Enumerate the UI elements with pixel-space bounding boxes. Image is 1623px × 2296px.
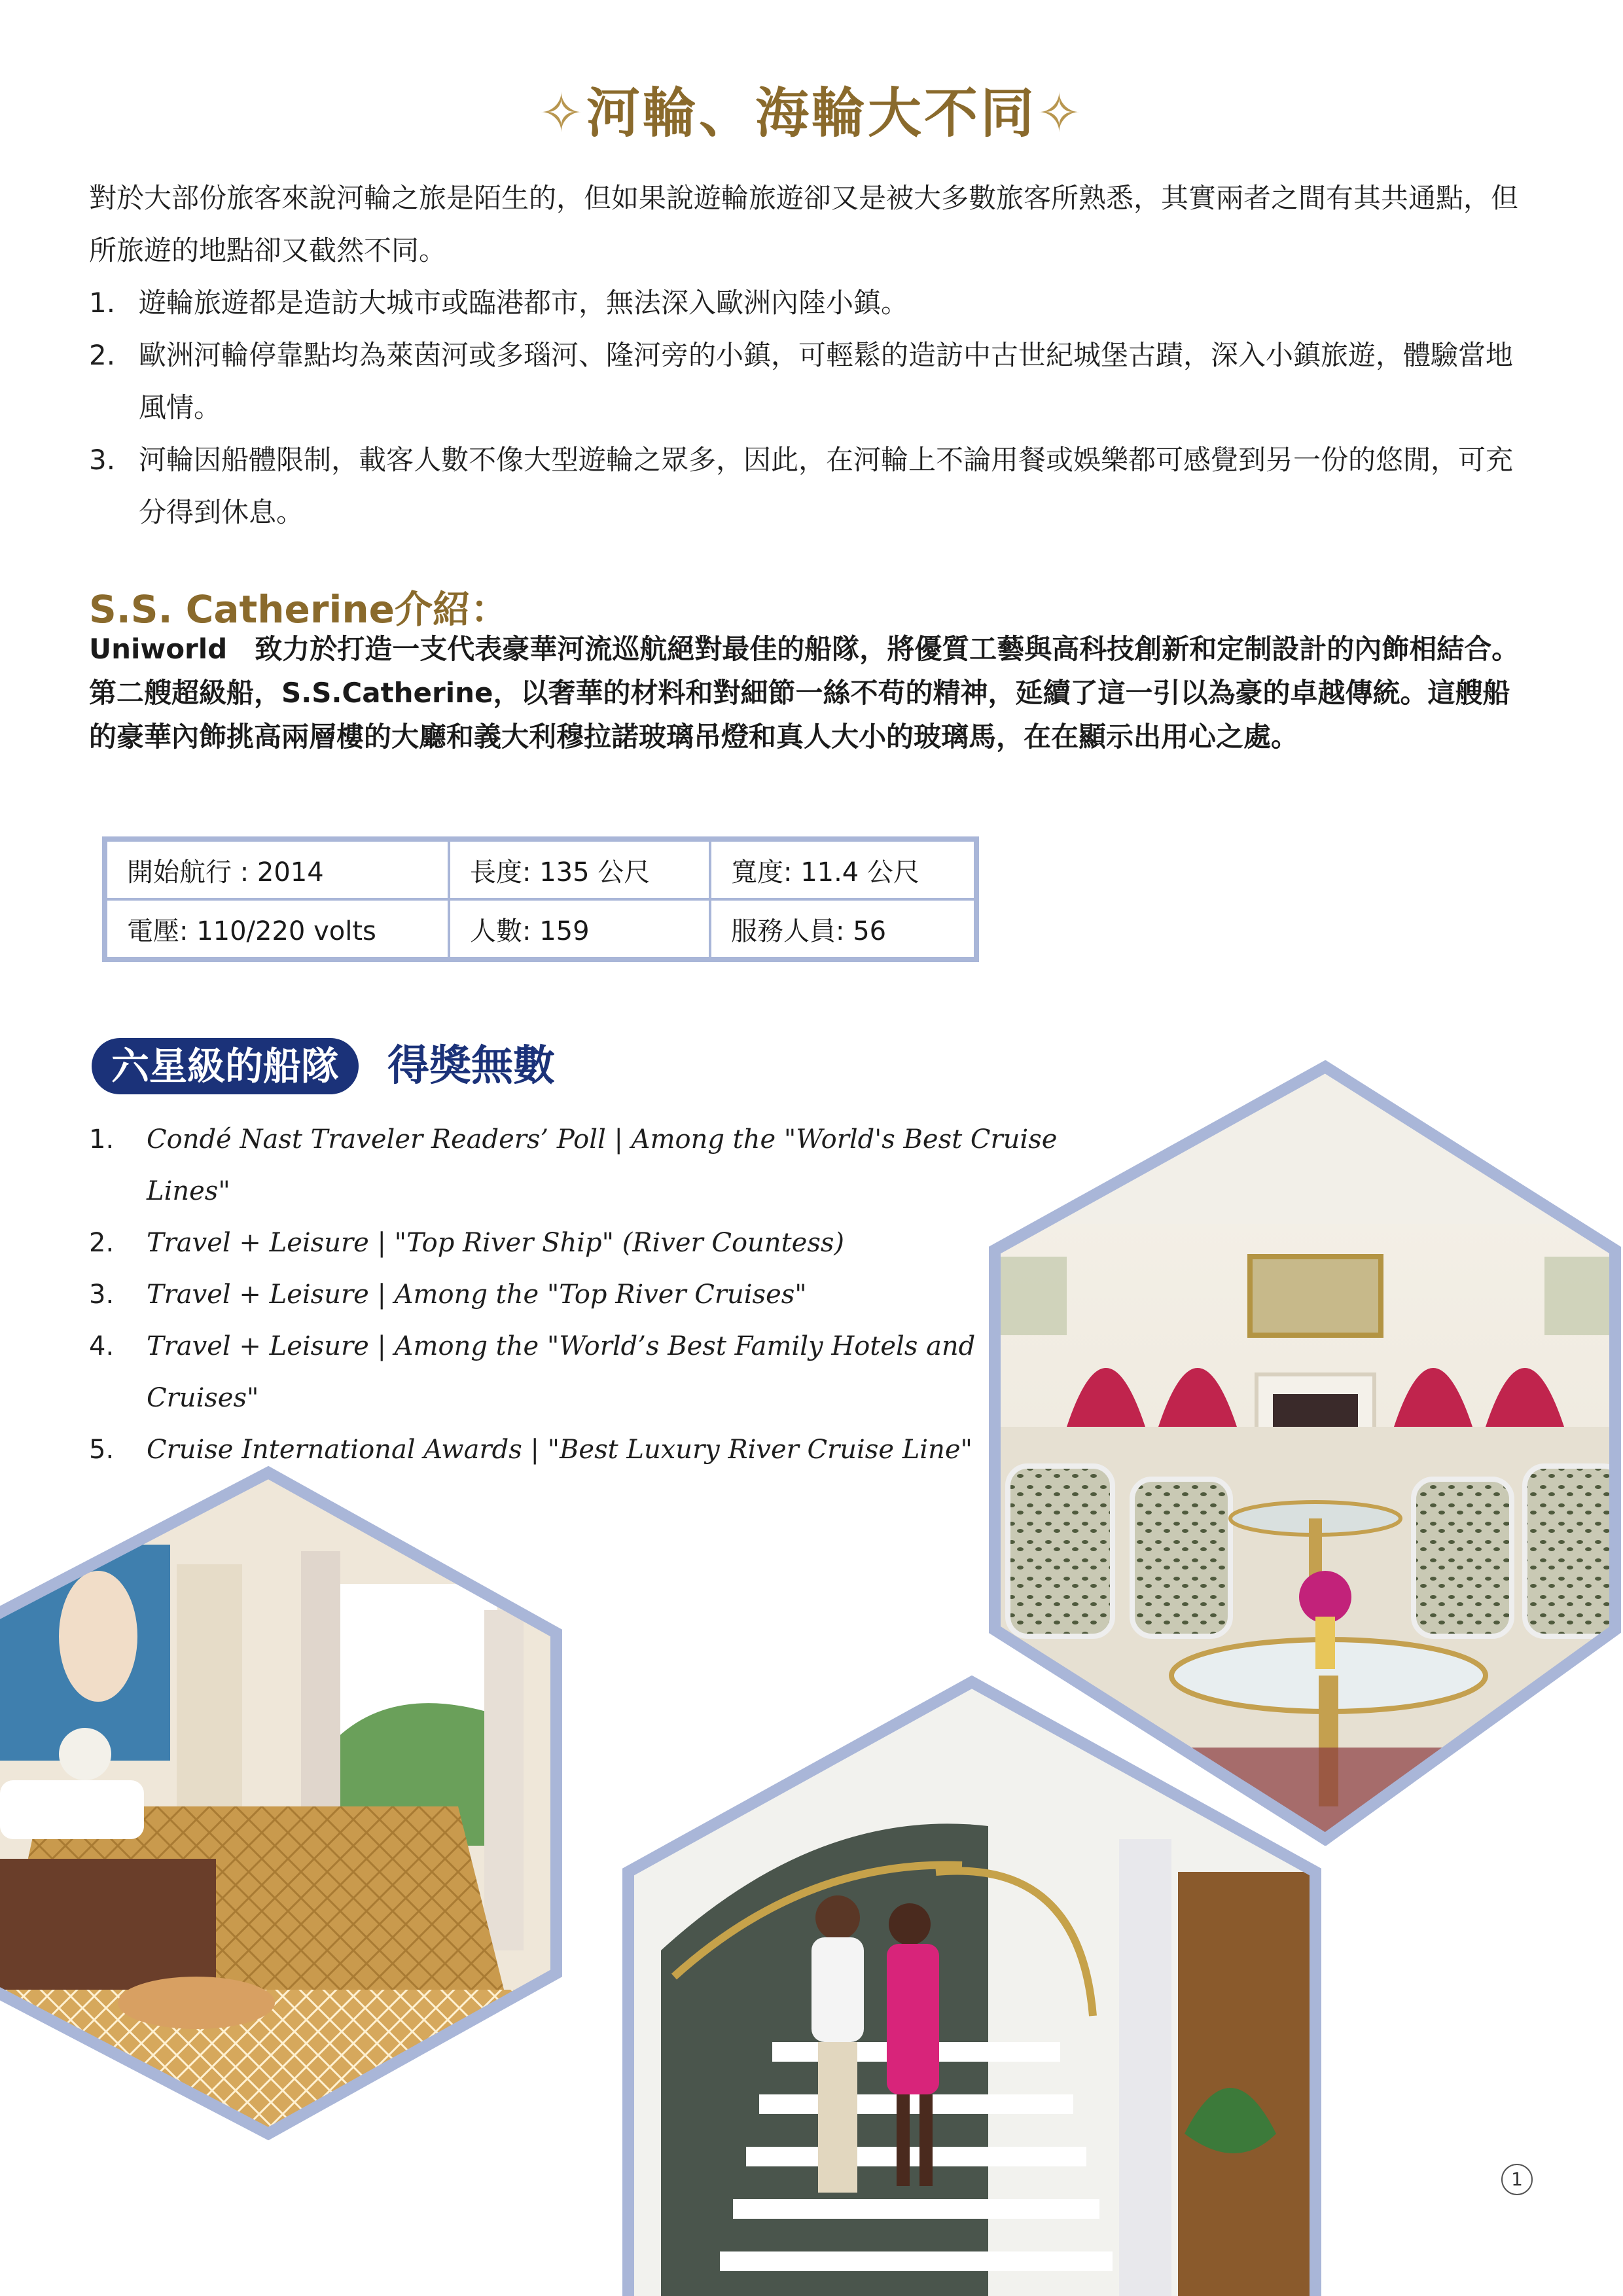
sparkle-icon: ✧: [1037, 82, 1084, 145]
spec-cell: 開始航行 : 2014: [105, 839, 449, 899]
list-number: 2.: [89, 1228, 115, 1258]
list-number: 4.: [89, 1331, 115, 1361]
table-row: [105, 899, 976, 960]
awards-badge: 六星級的船隊: [92, 1038, 359, 1094]
spec-cell: 服務人員: 56: [710, 899, 976, 960]
list-item: [89, 434, 1535, 539]
table-row: [105, 839, 976, 899]
section-heading: S.S. Catherine介紹：: [89, 587, 508, 632]
award-text: Travel + Leisure | Among the "Top River Cruises": [147, 1280, 807, 1310]
award-text: Cruise International Awards | "Best Luxury River Cruise Line": [147, 1435, 972, 1465]
list-number: 3.: [89, 444, 116, 476]
intro-paragraph: 對於大部份旅客來說河輪之旅是陌生的，但如果說遊輪旅遊卻又是被大多數旅客所熟悉，其實兩者之間有其共通點，但所旅遊的地點卻又截然不同。: [89, 182, 1519, 266]
list-number: 2.: [89, 339, 116, 371]
award-text: Condé Nast Traveler Readers’ Poll | Among the "World's Best Cruise Lines": [147, 1124, 1058, 1206]
list-number: 1.: [89, 1124, 115, 1155]
award-text: Travel + Leisure | "Top River Ship" (River Countess): [147, 1228, 844, 1258]
list-item: [89, 277, 1535, 329]
spec-cell: 長度: 135 公尺: [449, 839, 710, 899]
list-item: [89, 329, 1535, 434]
catherine-description: Uniworld 致力於打造一支代表豪華河流巡航絕對最佳的船隊，將優質工藝與高科技創新和定制設計的內飾相結合。第二艘超級船，S.S.Catherine，以奢華的材料和對細節一絲不苟的精神，延續了這一引以為豪的卓越傳統。這艘船的豪華內飾挑高兩層樓的大廳和義大利穆拉諾玻璃吊燈和真人大小的玻璃馬，在在顯示出用心之處。: [89, 633, 1520, 753]
list-number: 3.: [89, 1280, 115, 1310]
awards-subtitle: 得獎無數: [387, 1042, 555, 1090]
list-text: 歐洲河輪停靠點均為萊茵河或多瑙河、隆河旁的小鎮，可輕鬆的造訪中古世紀城堡古蹟，深入小鎮旅遊，體驗當地風情。: [139, 339, 1514, 423]
list-number: 1.: [89, 287, 116, 319]
list-item: [89, 1269, 1071, 1321]
list-item: [89, 1114, 1071, 1217]
list-item: [89, 1217, 1071, 1269]
list-item: [89, 1321, 1071, 1424]
list-text: 河輪因船體限制，載客人數不像大型遊輪之眾多，因此，在河輪上不論用餐或娛樂都可感覺到另一份的悠閒，可充分得到休息。: [139, 444, 1514, 528]
specs-table: [102, 836, 979, 962]
awards-list: [89, 1114, 1071, 1476]
list-text: 遊輪旅遊都是造訪大城市或臨港都市，無法深入歐洲內陸小鎮。: [139, 287, 909, 319]
stateroom-photo: [0, 1466, 563, 2140]
list-number: 5.: [89, 1435, 115, 1465]
staircase-photo: [622, 1676, 1322, 2296]
spec-cell: 寬度: 11.4 公尺: [710, 839, 976, 899]
spec-cell: 電壓: 110/220 volts: [105, 899, 449, 960]
page-title: [0, 71, 1623, 147]
page-number: 1: [1501, 2164, 1533, 2195]
sparkle-icon: ✧: [539, 82, 586, 145]
award-text: Travel + Leisure | Among the "World’s Best Family Hotels and Cruises": [147, 1331, 976, 1413]
intro-list: [89, 277, 1535, 539]
spec-cell: 人數: 159: [449, 899, 710, 960]
page-title-text: 河輪、海輪大不同: [586, 82, 1037, 145]
